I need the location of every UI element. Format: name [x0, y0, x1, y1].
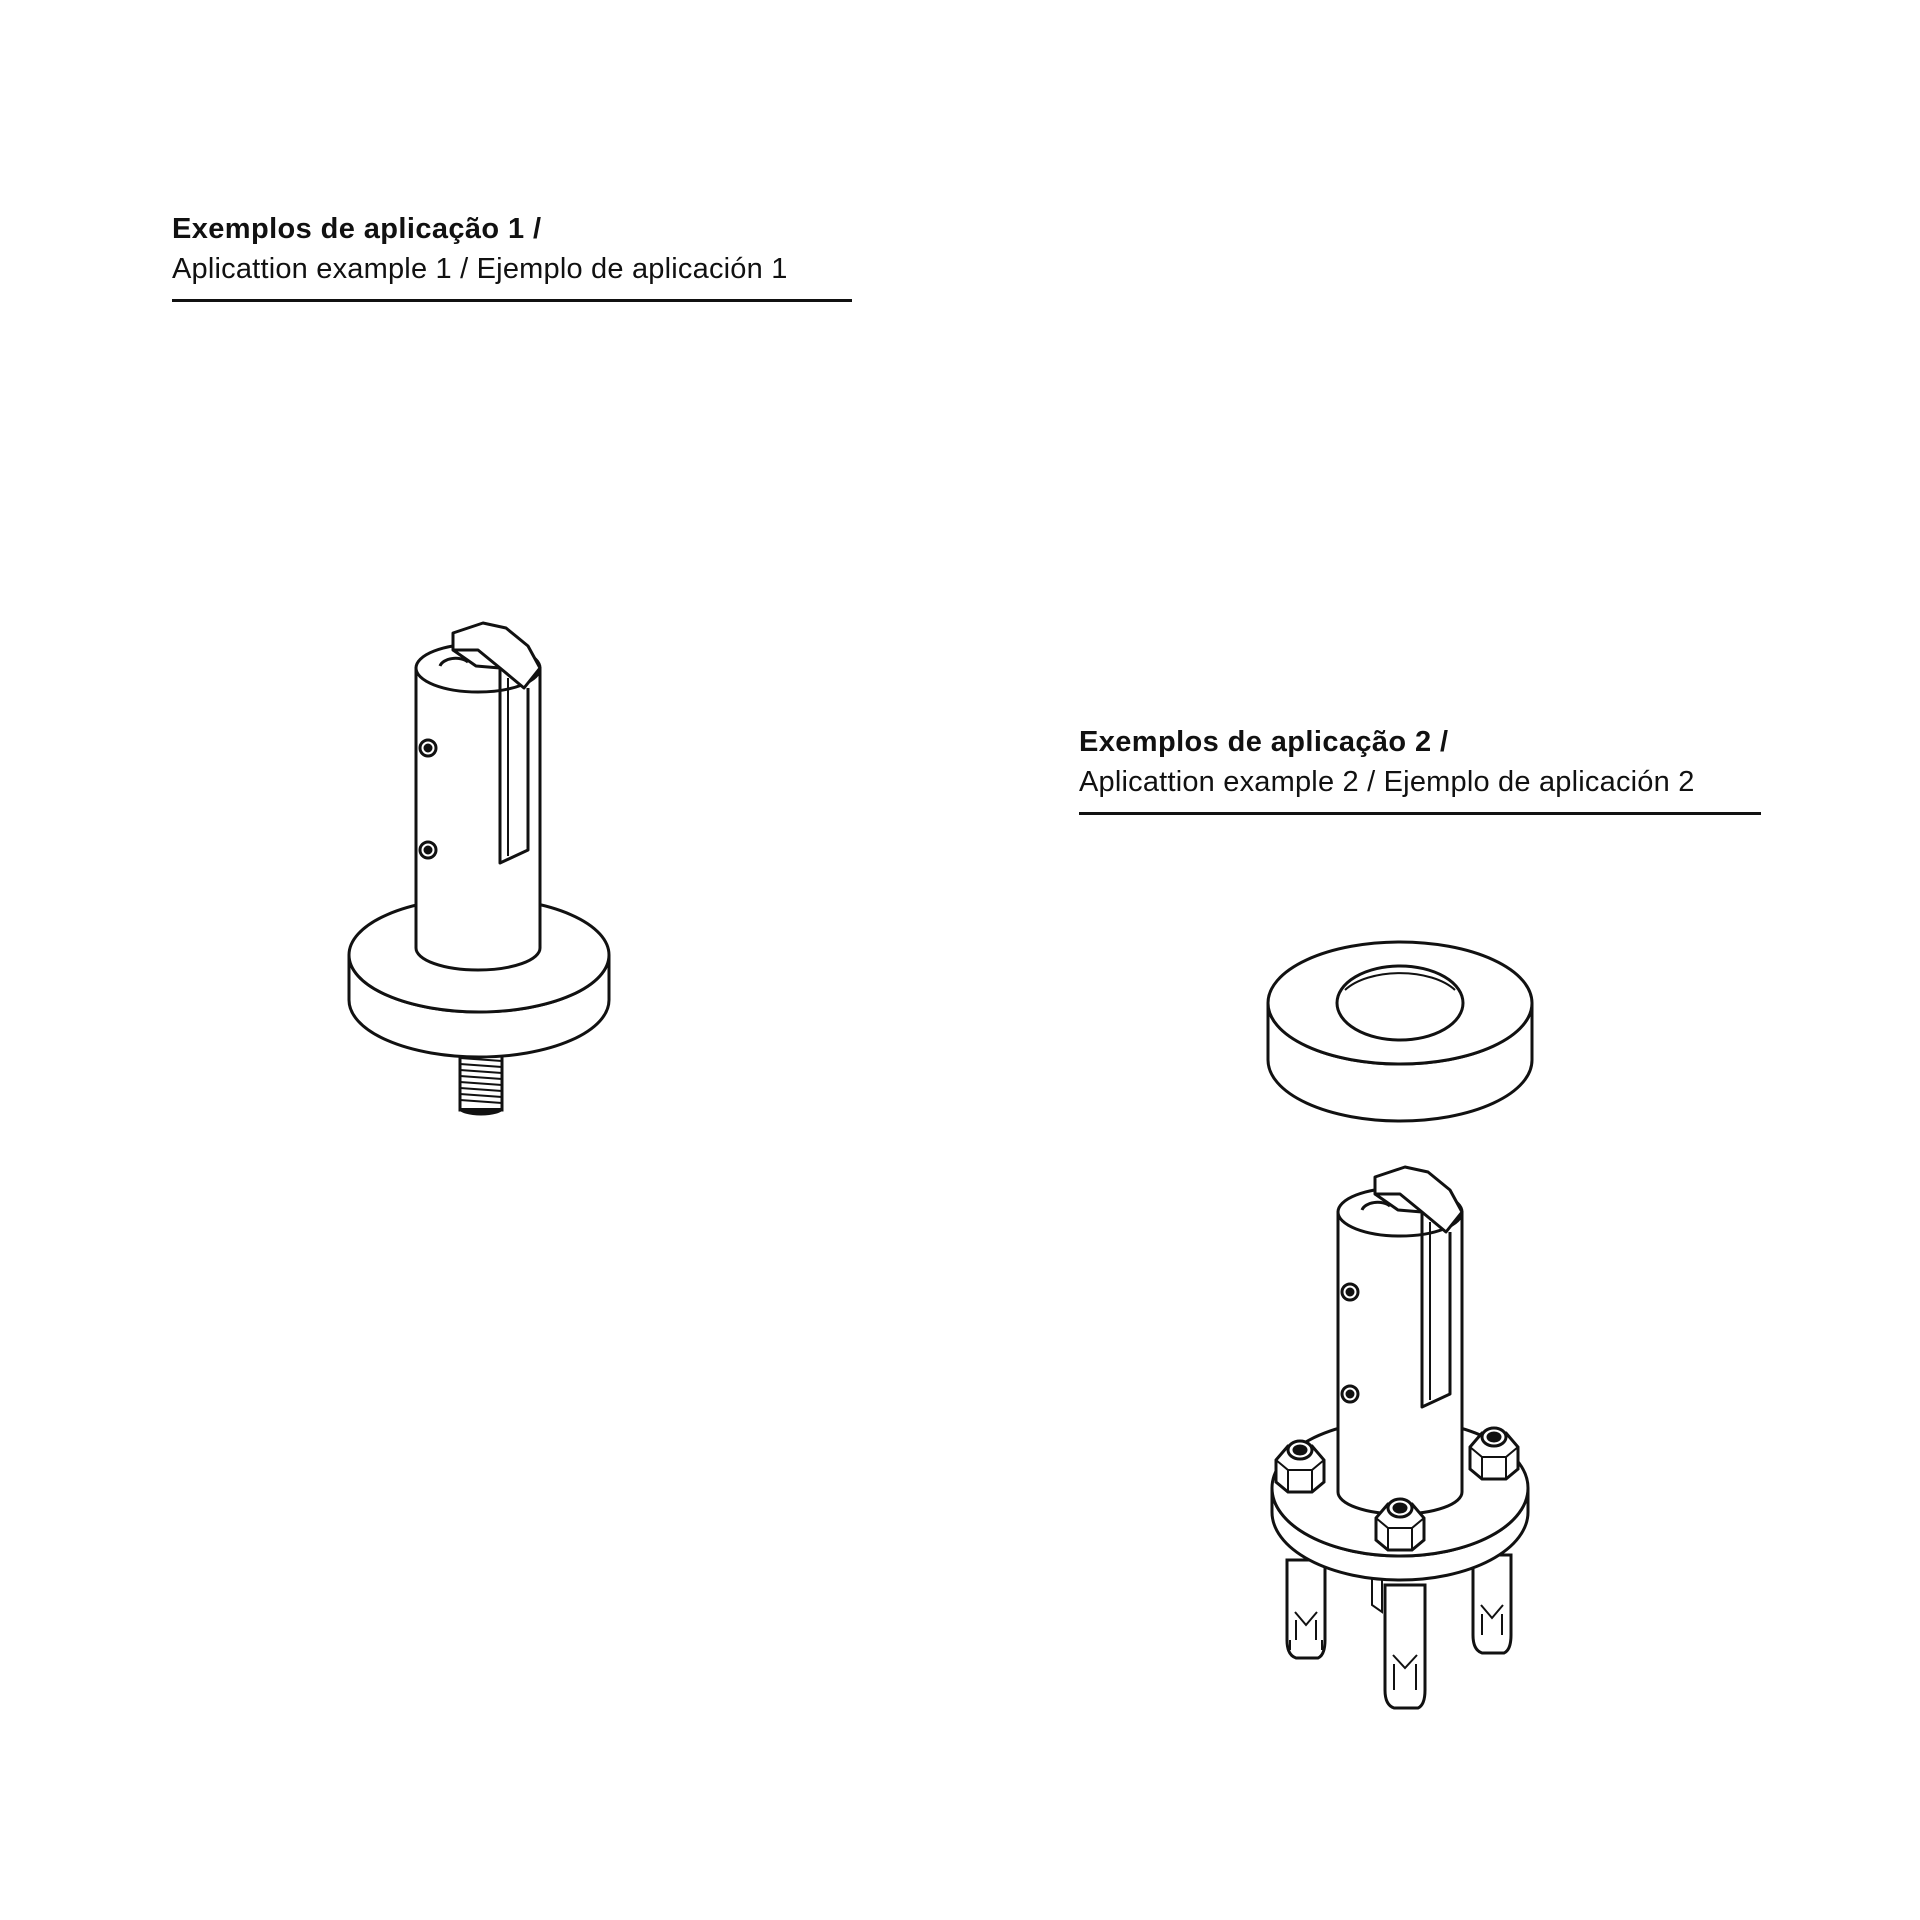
anchor-bolt-back — [1372, 1578, 1382, 1612]
spigot-threaded-stud — [349, 623, 609, 1114]
anchor-bolt-right — [1473, 1555, 1511, 1653]
anchor-bolt-center — [1385, 1585, 1425, 1708]
spigot-post — [1338, 1167, 1462, 1514]
example-1-subtitle: Aplicattion example 1 / Ejemplo de aplicación 1 — [172, 253, 788, 285]
anchor-bolt-left — [1287, 1560, 1325, 1658]
spigot-post — [416, 623, 540, 970]
cover-ring — [1268, 942, 1532, 1121]
spigot-anchored-base — [1272, 1167, 1528, 1708]
example-2-title: Exemplos de aplicação 2 / — [1079, 726, 1449, 758]
example-2-subtitle: Aplicattion example 2 / Ejemplo de aplicación 2 — [1079, 766, 1695, 798]
example-1-title: Exemplos de aplicação 1 / — [172, 213, 542, 245]
